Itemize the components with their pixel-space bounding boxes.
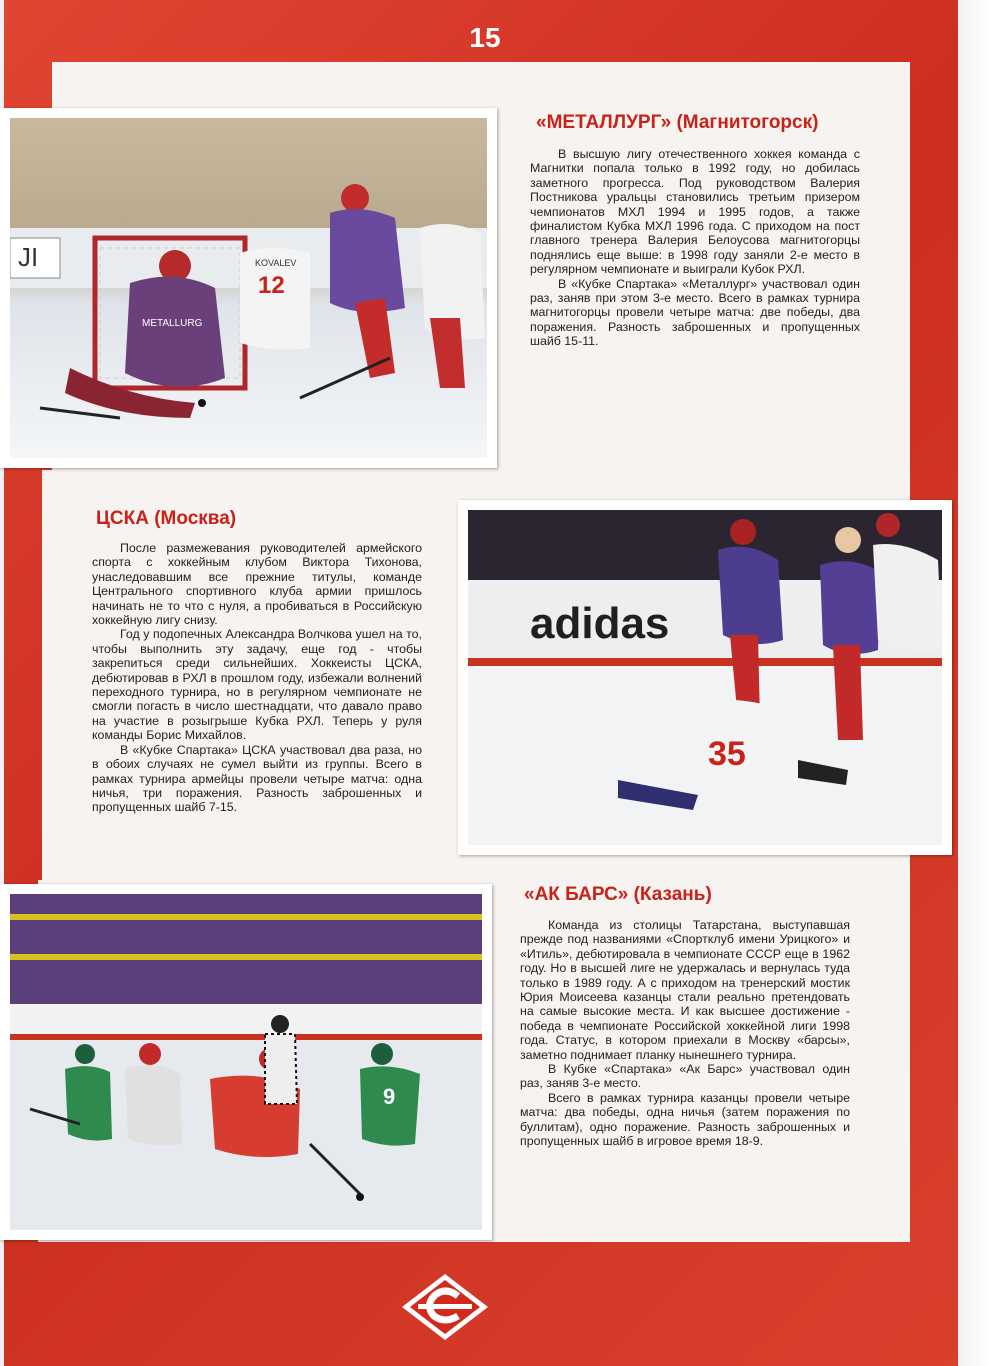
- section-text-metallurg: [530, 147, 860, 349]
- section-text-cska: [92, 541, 422, 815]
- hockey-goal-scene-image: [10, 118, 487, 458]
- section-title-metallurg: «МЕТАЛЛУРГ» (Магнитогорск): [536, 112, 819, 133]
- photo-cska-frame: [458, 500, 952, 855]
- paragraph: Всего в рамках турнира казанцы провели четыре матча: два победы, одна ничья (затем поражения по буллитам), одно поражение. Разность заброшенных и пропущенных шайб в игровое время 18-9.: [520, 1090, 850, 1149]
- page-edge-right: [958, 0, 992, 1366]
- paragraph: В «Кубке Спартака» «Металлург» участвовал один раз, заняв при этом 3-е место. Всего в рамках турнира магнитогорцы провели четыре матча: две победы, два поражения. Разность заброшенных и пропущенных шайб 15-11.: [530, 276, 860, 349]
- hockey-fall-scene-image: [468, 510, 942, 845]
- page-number: 15: [469, 22, 501, 53]
- paragraph: Год у подопечных Александра Волчкова ушел на то, чтобы выполнить эту задачу, еще год - чтобы закрепиться среди сильнейших. Хоккеисты ЦСКА, дебютировав в РХЛ в прошлом году, избежали волнений переходного турнира, но в регулярном чемпионате не смогли погасть в число шестнадцати, что давало право на участие в розыгрыше Кубка РХЛ. Теперь у руля команды Борис Михайлов.: [92, 627, 422, 743]
- photo-metallurg: [10, 118, 487, 458]
- photo-akbars: [10, 894, 482, 1230]
- paragraph: После размежевания руководителей армейского спорта с хоккейным клубом Виктора Тихонова, унаследовавшим все прежние титулы, команде Центрального спортивного клуба армии пришлось начинать не то что с нуля, а пробиваться в Российскую хоккейную лигу снизу.: [92, 541, 422, 628]
- hockey-faceoff-scene-image: [10, 894, 482, 1230]
- photo-cska: [468, 510, 942, 845]
- photo-metallurg-frame: [0, 108, 497, 468]
- jersey-name: KOVALEV: [255, 258, 297, 268]
- svg-text:JI: JI: [18, 242, 39, 272]
- jersey-number: 9: [383, 1084, 396, 1109]
- jersey-lettering: METALLURG: [142, 318, 203, 329]
- jersey-number: 35: [708, 735, 746, 773]
- spartak-logo-icon: [400, 1272, 490, 1342]
- paragraph: В Кубке «Спартака» «Ак Барс» участвовал один раз, заняв 3-е место.: [520, 1062, 850, 1091]
- paragraph: В высшую лигу отечественного хоккея команда с Магнитки попала только в 1992 году, но добилась заметного прогресса. Под руководством Валерия Постникова уральцы становились третьим призером чемпионатов МХЛ 1994 и 1995 годов, а также финалистом Кубка МХЛ 1996 года. С приходом на пост главного тренера Валерия Белоусова магнитогорцы поднялись еще выше: в 1998 году заняли 2-е место в регулярном чемпионате и выиграли Кубок РХЛ.: [530, 147, 860, 277]
- photo-akbars-frame: [0, 884, 492, 1240]
- adidas-banner: adidas: [530, 599, 670, 648]
- paragraph: Команда из столицы Татарстана, выступавшая прежде под названиями «Спортклуб имени Урицкого» и «Итиль», дебютировала в чемпионате СССР еще в 1962 году. Но в высшей лиге не удержалась и вернулась туда только в 1989 году. А с приходом на тренерский мостик Юрия Моисеева казанцы стали реально претендовать на самые высокие места. И как высшее достижение - победа в чемпионате Российской хоккейной лиги 1998 года. Статус, в котором приехали в Москву «барсы», заметно поднимает планку нынешнего турнира.: [520, 918, 850, 1062]
- section-title-akbars: «АК БАРС» (Казань): [524, 884, 712, 905]
- section-title-cska: ЦСКА (Москва): [96, 508, 237, 529]
- section-text-akbars: [520, 918, 850, 1149]
- paragraph: В «Кубке Спартака» ЦСКА участвовал два раза, но в обоих случаях не сумел выйти из группы. Всего в рамках турнира армейцы провели четыре матча: одна ничья, три поражения. Разность заброшенных и пропущенных шайб 7-15.: [92, 742, 422, 815]
- jersey-number: 12: [258, 272, 285, 299]
